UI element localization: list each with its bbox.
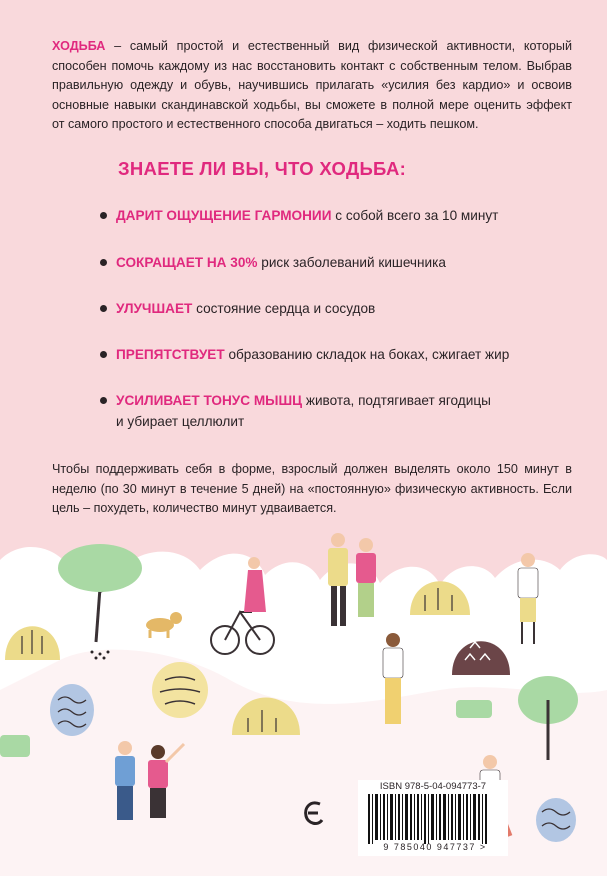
fact-highlight: УЛУЧШАЕТ bbox=[116, 301, 193, 316]
fact-highlight: ПРЕПЯТСТВУЕТ bbox=[116, 347, 225, 362]
question-heading: ЗНАЕТЕ ЛИ ВЫ, ЧТО ХОДЬБА: bbox=[118, 158, 407, 179]
fact-highlight: ДАРИТ ОЩУЩЕНИЕ ГАРМОНИИ bbox=[116, 208, 332, 223]
bullet-icon bbox=[100, 305, 107, 312]
fact-text: состояние сердца и сосудов bbox=[192, 301, 376, 316]
bush-blue-right bbox=[536, 798, 576, 842]
fact-highlight: УСИЛИВАЕТ ТОНУС МЫШЦ bbox=[116, 393, 303, 408]
fact-item bbox=[100, 252, 446, 273]
bullet-icon bbox=[100, 259, 107, 266]
intro-highlight: ХОДЬБА bbox=[52, 39, 106, 53]
fact-item bbox=[100, 298, 375, 319]
outro-paragraph: Чтобы поддерживать себя в форме, взрослый должен выделять около 150 минут в неделю (по 30 минут в течение 5 дней) на «постоянную» физическую активность. Если цель – похудеть, количество минут удваивается. bbox=[52, 462, 572, 515]
fact-text: образованию складок на боках, сжигает жир bbox=[224, 347, 510, 362]
bullet-icon bbox=[100, 397, 107, 404]
bush-round-yellow bbox=[152, 662, 208, 718]
bush-blue-left bbox=[50, 684, 94, 736]
bullet-icon bbox=[100, 351, 107, 358]
fact-text: с собой всего за 10 минут bbox=[331, 208, 499, 223]
intro-paragraph bbox=[52, 37, 572, 135]
fact-text: живота, подтягивает ягодицы и убирает целлюлит bbox=[116, 393, 491, 429]
fact-highlight: СОКРАЩАЕТ НА 30% bbox=[116, 255, 258, 270]
publisher-logo-icon bbox=[302, 798, 326, 828]
fact-item bbox=[100, 344, 509, 365]
fact-item bbox=[100, 390, 500, 432]
fact-text: риск заболеваний кишечника bbox=[257, 255, 446, 270]
isbn-text: ISBN 978-5-04-094773-7 bbox=[379, 781, 487, 792]
intro-text: – самый простой и естественный вид физической активности, который способен помочь каждому из нас восстановить контакт с собственным телом. Выбрав правильную одежду и обувь, научившись прилагать «усилия без кардио» и освоив основные навыки скандинавской ходьбы, вы сможете в полной мере оценить эффект от самого простого и естественного способа двигаться – ходить пешком. bbox=[52, 39, 572, 131]
fact-item bbox=[100, 205, 498, 226]
barcode-number: 9 785040 947737 > bbox=[383, 842, 487, 852]
bullet-icon bbox=[100, 212, 107, 219]
